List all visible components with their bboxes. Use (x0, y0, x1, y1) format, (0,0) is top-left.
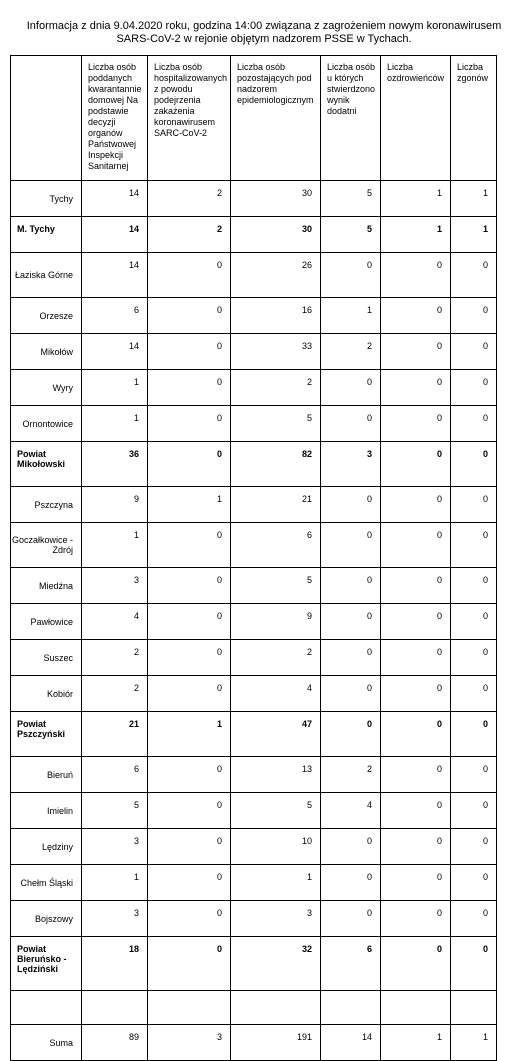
value-cell: 0 (148, 442, 231, 487)
value-cell: 0 (451, 523, 497, 568)
value-cell: 0 (148, 865, 231, 901)
row-label: M. Tychy (11, 217, 82, 253)
value-cell: 0 (321, 370, 381, 406)
table-row (11, 901, 497, 937)
value-cell: 0 (451, 865, 497, 901)
table-row (11, 712, 497, 757)
value-cell: 0 (451, 568, 497, 604)
value-cell: 0 (451, 334, 497, 370)
value-cell: 1 (148, 487, 231, 523)
value-cell: 0 (381, 568, 451, 604)
table-row (11, 991, 497, 1025)
header-cell: Liczba ozdrowieńców (381, 56, 451, 181)
value-cell: 0 (381, 298, 451, 334)
value-cell: 0 (381, 334, 451, 370)
value-cell: 0 (451, 676, 497, 712)
value-cell: 2 (321, 757, 381, 793)
value-cell (231, 991, 321, 1025)
table-row (11, 604, 497, 640)
table-row (11, 1025, 497, 1061)
row-label: Suma (11, 1025, 82, 1061)
value-cell: 0 (381, 676, 451, 712)
value-cell: 5 (231, 406, 321, 442)
value-cell: 0 (381, 757, 451, 793)
value-cell: 0 (321, 406, 381, 442)
value-cell: 3 (82, 901, 148, 937)
value-cell: 32 (231, 937, 321, 991)
value-cell: 0 (148, 793, 231, 829)
table-row (11, 793, 497, 829)
value-cell (321, 991, 381, 1025)
table-row (11, 442, 497, 487)
value-cell: 0 (381, 487, 451, 523)
row-label: Wyry (11, 370, 82, 406)
value-cell: 5 (321, 181, 381, 217)
value-cell: 2 (148, 181, 231, 217)
value-cell: 1 (381, 217, 451, 253)
value-cell: 9 (82, 487, 148, 523)
row-label: Mikołów (11, 334, 82, 370)
value-cell: 47 (231, 712, 321, 757)
value-cell: 6 (82, 298, 148, 334)
value-cell: 0 (321, 640, 381, 676)
value-cell: 0 (321, 676, 381, 712)
value-cell: 14 (82, 181, 148, 217)
row-label: Chełm Śląski (11, 865, 82, 901)
value-cell: 0 (451, 604, 497, 640)
value-cell: 6 (321, 937, 381, 991)
table-row (11, 937, 497, 991)
row-label: Suszec (11, 640, 82, 676)
value-cell: 0 (451, 406, 497, 442)
row-label: Bojszowy (11, 901, 82, 937)
value-cell: 0 (321, 712, 381, 757)
table-row (11, 757, 497, 793)
value-cell: 0 (321, 523, 381, 568)
value-cell: 3 (321, 442, 381, 487)
value-cell: 0 (381, 829, 451, 865)
row-label (11, 991, 82, 1025)
value-cell: 0 (321, 253, 381, 298)
value-cell: 0 (451, 937, 497, 991)
value-cell: 0 (451, 370, 497, 406)
row-label: Imielin (11, 793, 82, 829)
value-cell: 1 (82, 406, 148, 442)
value-cell: 9 (231, 604, 321, 640)
title-line-2: SARS-CoV-2 w rejonie objętym nadzorem PSSE w Tychach. (116, 33, 412, 45)
value-cell: 36 (82, 442, 148, 487)
row-label: Lędziny (11, 829, 82, 865)
value-cell: 0 (148, 334, 231, 370)
value-cell: 0 (321, 901, 381, 937)
value-cell: 0 (148, 604, 231, 640)
table-row (11, 523, 497, 568)
value-cell: 0 (381, 640, 451, 676)
header-cell: Liczba osób hospitalizowanych z powodu podejrzenia zakażenia koronawirusem SARC-CoV-2 (148, 56, 231, 181)
value-cell: 1 (231, 865, 321, 901)
table-row (11, 298, 497, 334)
row-label: Ornontowice (11, 406, 82, 442)
value-cell (451, 991, 497, 1025)
row-label: Łaziska Górne (11, 253, 82, 298)
value-cell: 14 (82, 334, 148, 370)
value-cell: 1 (321, 298, 381, 334)
value-cell: 0 (451, 442, 497, 487)
row-label: Miedźna (11, 568, 82, 604)
title-line-1: Informacja z dnia 9.04.2020 roku, godzina 14:00 związana z zagrożeniem nowym koronawirusem (26, 20, 502, 32)
value-cell: 0 (148, 676, 231, 712)
value-cell: 2 (148, 217, 231, 253)
value-cell: 0 (148, 568, 231, 604)
row-label: Kobiór (11, 676, 82, 712)
value-cell: 0 (381, 442, 451, 487)
value-cell: 6 (231, 523, 321, 568)
value-cell: 1 (381, 181, 451, 217)
row-label: Goczałkowice - Zdrój (11, 523, 82, 568)
value-cell: 5 (231, 568, 321, 604)
value-cell: 0 (381, 253, 451, 298)
value-cell: 0 (148, 406, 231, 442)
value-cell: 26 (231, 253, 321, 298)
value-cell: 1 (451, 217, 497, 253)
table-header-row (11, 56, 497, 181)
value-cell: 0 (321, 604, 381, 640)
value-cell: 0 (451, 253, 497, 298)
value-cell: 0 (148, 640, 231, 676)
value-cell: 0 (381, 937, 451, 991)
page-title (0, 20, 528, 46)
table-row (11, 676, 497, 712)
value-cell: 30 (231, 181, 321, 217)
value-cell: 0 (148, 901, 231, 937)
value-cell: 0 (148, 829, 231, 865)
value-cell: 3 (82, 829, 148, 865)
value-cell: 0 (451, 901, 497, 937)
table-row (11, 865, 497, 901)
value-cell: 0 (451, 829, 497, 865)
value-cell: 1 (148, 712, 231, 757)
value-cell (82, 991, 148, 1025)
value-cell: 2 (82, 640, 148, 676)
value-cell: 0 (381, 523, 451, 568)
row-label: Powiat Pszczyński (11, 712, 82, 757)
value-cell: 1 (82, 865, 148, 901)
value-cell: 0 (451, 712, 497, 757)
value-cell: 0 (381, 901, 451, 937)
value-cell: 0 (148, 253, 231, 298)
value-cell: 14 (82, 217, 148, 253)
value-cell: 0 (381, 793, 451, 829)
value-cell: 4 (321, 793, 381, 829)
value-cell: 18 (82, 937, 148, 991)
table-row (11, 334, 497, 370)
row-label: Bieruń (11, 757, 82, 793)
table-row (11, 406, 497, 442)
value-cell: 1 (451, 1025, 497, 1061)
value-cell: 1 (82, 370, 148, 406)
value-cell: 0 (381, 865, 451, 901)
value-cell: 1 (451, 181, 497, 217)
value-cell (148, 991, 231, 1025)
value-cell: 5 (321, 217, 381, 253)
value-cell: 0 (381, 370, 451, 406)
table-row (11, 829, 497, 865)
table-row (11, 640, 497, 676)
value-cell: 2 (231, 640, 321, 676)
value-cell: 0 (451, 640, 497, 676)
value-cell: 0 (321, 829, 381, 865)
row-label: Powiat Mikołowski (11, 442, 82, 487)
value-cell: 16 (231, 298, 321, 334)
value-cell: 21 (82, 712, 148, 757)
row-label: Orzesze (11, 298, 82, 334)
value-cell: 0 (321, 568, 381, 604)
value-cell: 2 (82, 676, 148, 712)
value-cell: 14 (321, 1025, 381, 1061)
value-cell: 10 (231, 829, 321, 865)
value-cell: 0 (148, 370, 231, 406)
value-cell: 14 (82, 253, 148, 298)
value-cell: 30 (231, 217, 321, 253)
value-cell: 5 (231, 793, 321, 829)
table-row (11, 487, 497, 523)
row-label: Tychy (11, 181, 82, 217)
value-cell: 3 (148, 1025, 231, 1061)
value-cell: 89 (82, 1025, 148, 1061)
value-cell: 0 (451, 298, 497, 334)
header-cell: Liczba zgonów (451, 56, 497, 181)
value-cell: 0 (148, 298, 231, 334)
value-cell: 21 (231, 487, 321, 523)
value-cell: 3 (82, 568, 148, 604)
table-row (11, 568, 497, 604)
header-cell (11, 56, 82, 181)
header-cell: Liczba osób u których stwierdzono wynik dodatni (321, 56, 381, 181)
header-cell: Liczba osób pozostających pod nadzorem epidemiologicznym (231, 56, 321, 181)
row-label: Pszczyna (11, 487, 82, 523)
value-cell: 1 (82, 523, 148, 568)
value-cell: 1 (381, 1025, 451, 1061)
covid-statistics-table (10, 55, 497, 1061)
row-label: Powiat Bieruńsko - Lędziński (11, 937, 82, 991)
value-cell: 0 (381, 712, 451, 757)
value-cell: 0 (321, 487, 381, 523)
table-row (11, 370, 497, 406)
value-cell: 82 (231, 442, 321, 487)
value-cell: 0 (148, 757, 231, 793)
value-cell: 0 (148, 523, 231, 568)
value-cell: 0 (451, 757, 497, 793)
value-cell: 0 (381, 604, 451, 640)
table-row (11, 253, 497, 298)
header-cell: Liczba osób poddanych kwarantannie domowej Na podstawie decyzji organów Państwowej Inspekcji Sanitarnej (82, 56, 148, 181)
value-cell: 0 (381, 406, 451, 442)
table-row (11, 217, 497, 253)
value-cell: 4 (231, 676, 321, 712)
value-cell: 6 (82, 757, 148, 793)
value-cell: 3 (231, 901, 321, 937)
value-cell: 0 (148, 937, 231, 991)
value-cell: 0 (451, 793, 497, 829)
row-label: Pawłowice (11, 604, 82, 640)
value-cell: 33 (231, 334, 321, 370)
value-cell: 2 (321, 334, 381, 370)
table-row (11, 181, 497, 217)
value-cell: 191 (231, 1025, 321, 1061)
value-cell: 5 (82, 793, 148, 829)
value-cell: 13 (231, 757, 321, 793)
value-cell: 0 (321, 865, 381, 901)
value-cell: 2 (231, 370, 321, 406)
value-cell: 0 (451, 487, 497, 523)
value-cell (381, 991, 451, 1025)
value-cell: 4 (82, 604, 148, 640)
